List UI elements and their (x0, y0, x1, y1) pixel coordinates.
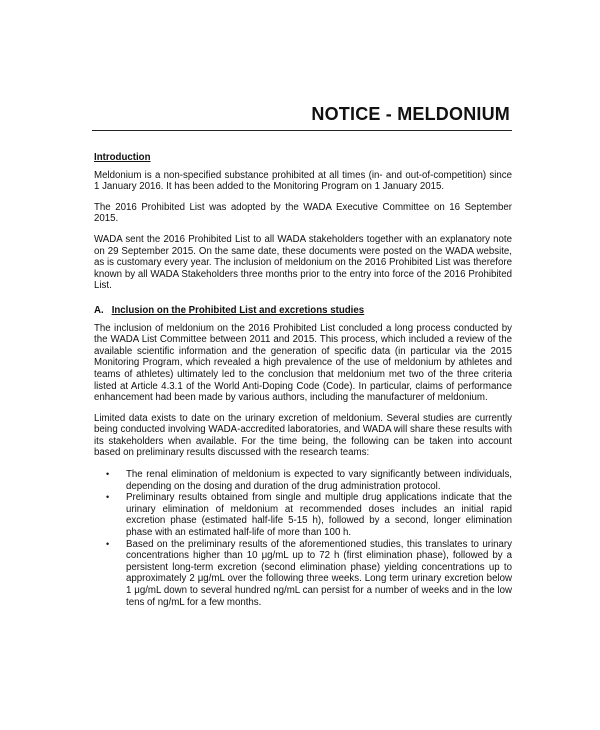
section-introduction (94, 152, 512, 292)
document-body (94, 152, 512, 608)
intro-paragraph-3: WADA sent the 2016 Prohibited List to all WADA stakeholders together with an explanatory note on 29 September 2015. On the same date, these documents were posted on the WADA website, as is customary every year. The inclusion of meldonium on the 2016 Prohibited List was therefore known by all WADA Stakeholders three months prior to the entry into force of the 2016 Prohibited List. (94, 233, 512, 292)
title-rule (92, 130, 512, 131)
section-heading-a: A. Inclusion on the Prohibited List and excretions studies (94, 304, 365, 316)
bullet-icon: • (106, 538, 110, 549)
bullet-icon: • (106, 469, 110, 480)
list-item: • Preliminary results obtained from single and multiple drug applications indicate that the urinary elimination of meldonium at recommended doses includes an initial rapid excretion phase (estimated half-life 5-15 h), followed by a second, longer elimination phase with an estimated half-life of more than 100 h. (106, 492, 512, 539)
list-item: • Based on the preliminary results of the aforementioned studies, this translates to urinary concentrations higher than 10 μg/mL up to 72 h (first elimination phase), followed by a persistent long-term excretion (second elimination phase) yielding concentrations up to approximately 2 μg/mL over the following three weeks. Long term urinary excretion below 1 μg/mL down to several hundred ng/mL can persist for a number of weeks and in the low tens of ng/mL for a few months. (106, 538, 512, 608)
section-a-paragraph-2: Limited data exists to date on the urinary excretion of meldonium. Several studies are currently being conducted involving WADA-accredited laboratories, and WADA will share these results with its stakeholders when available. For the time being, the following can be taken into account based on preliminary results discussed with the research teams: (94, 412, 512, 459)
findings-list (94, 469, 512, 608)
section-prefix: A. (94, 304, 104, 316)
intro-paragraph-1: Meldonium is a non-specified substance prohibited at all times (in- and out-of-competition) since 1 January 2016. It has been added to the Monitoring Program on 1 January 2015. (94, 169, 512, 193)
list-item: • The renal elimination of meldonium is expected to vary significantly between individuals, depending on the dosing and duration of the drug administration protocol. (106, 469, 512, 492)
document-title: NOTICE - MELDONIUM (311, 104, 510, 124)
section-heading-introduction: Introduction (94, 152, 151, 163)
bullet-icon: • (106, 492, 110, 503)
section-a-paragraph-1: The inclusion of meldonium on the 2016 Prohibited List concluded a long process conducted by the WADA List Committee between 2011 and 2015. This process, which included a review of the available scientific information and the generation of specific data (in particular via the 2015 Monitoring Program, which revealed a high prevalence of the use of meldonium by athletes and teams of athletes) ultimately led to the conclusion that meldonium met two of the three criteria listed at Article 4.3.1 of the World Anti-Doping Code (Code). In particular, claims of performance enhancement had been made by various authors, including the manufacturer of meldonium. (94, 322, 512, 404)
intro-paragraph-2: The 2016 Prohibited List was adopted by the WADA Executive Committee on 16 September 2015. (94, 201, 512, 225)
section-a (94, 305, 512, 608)
